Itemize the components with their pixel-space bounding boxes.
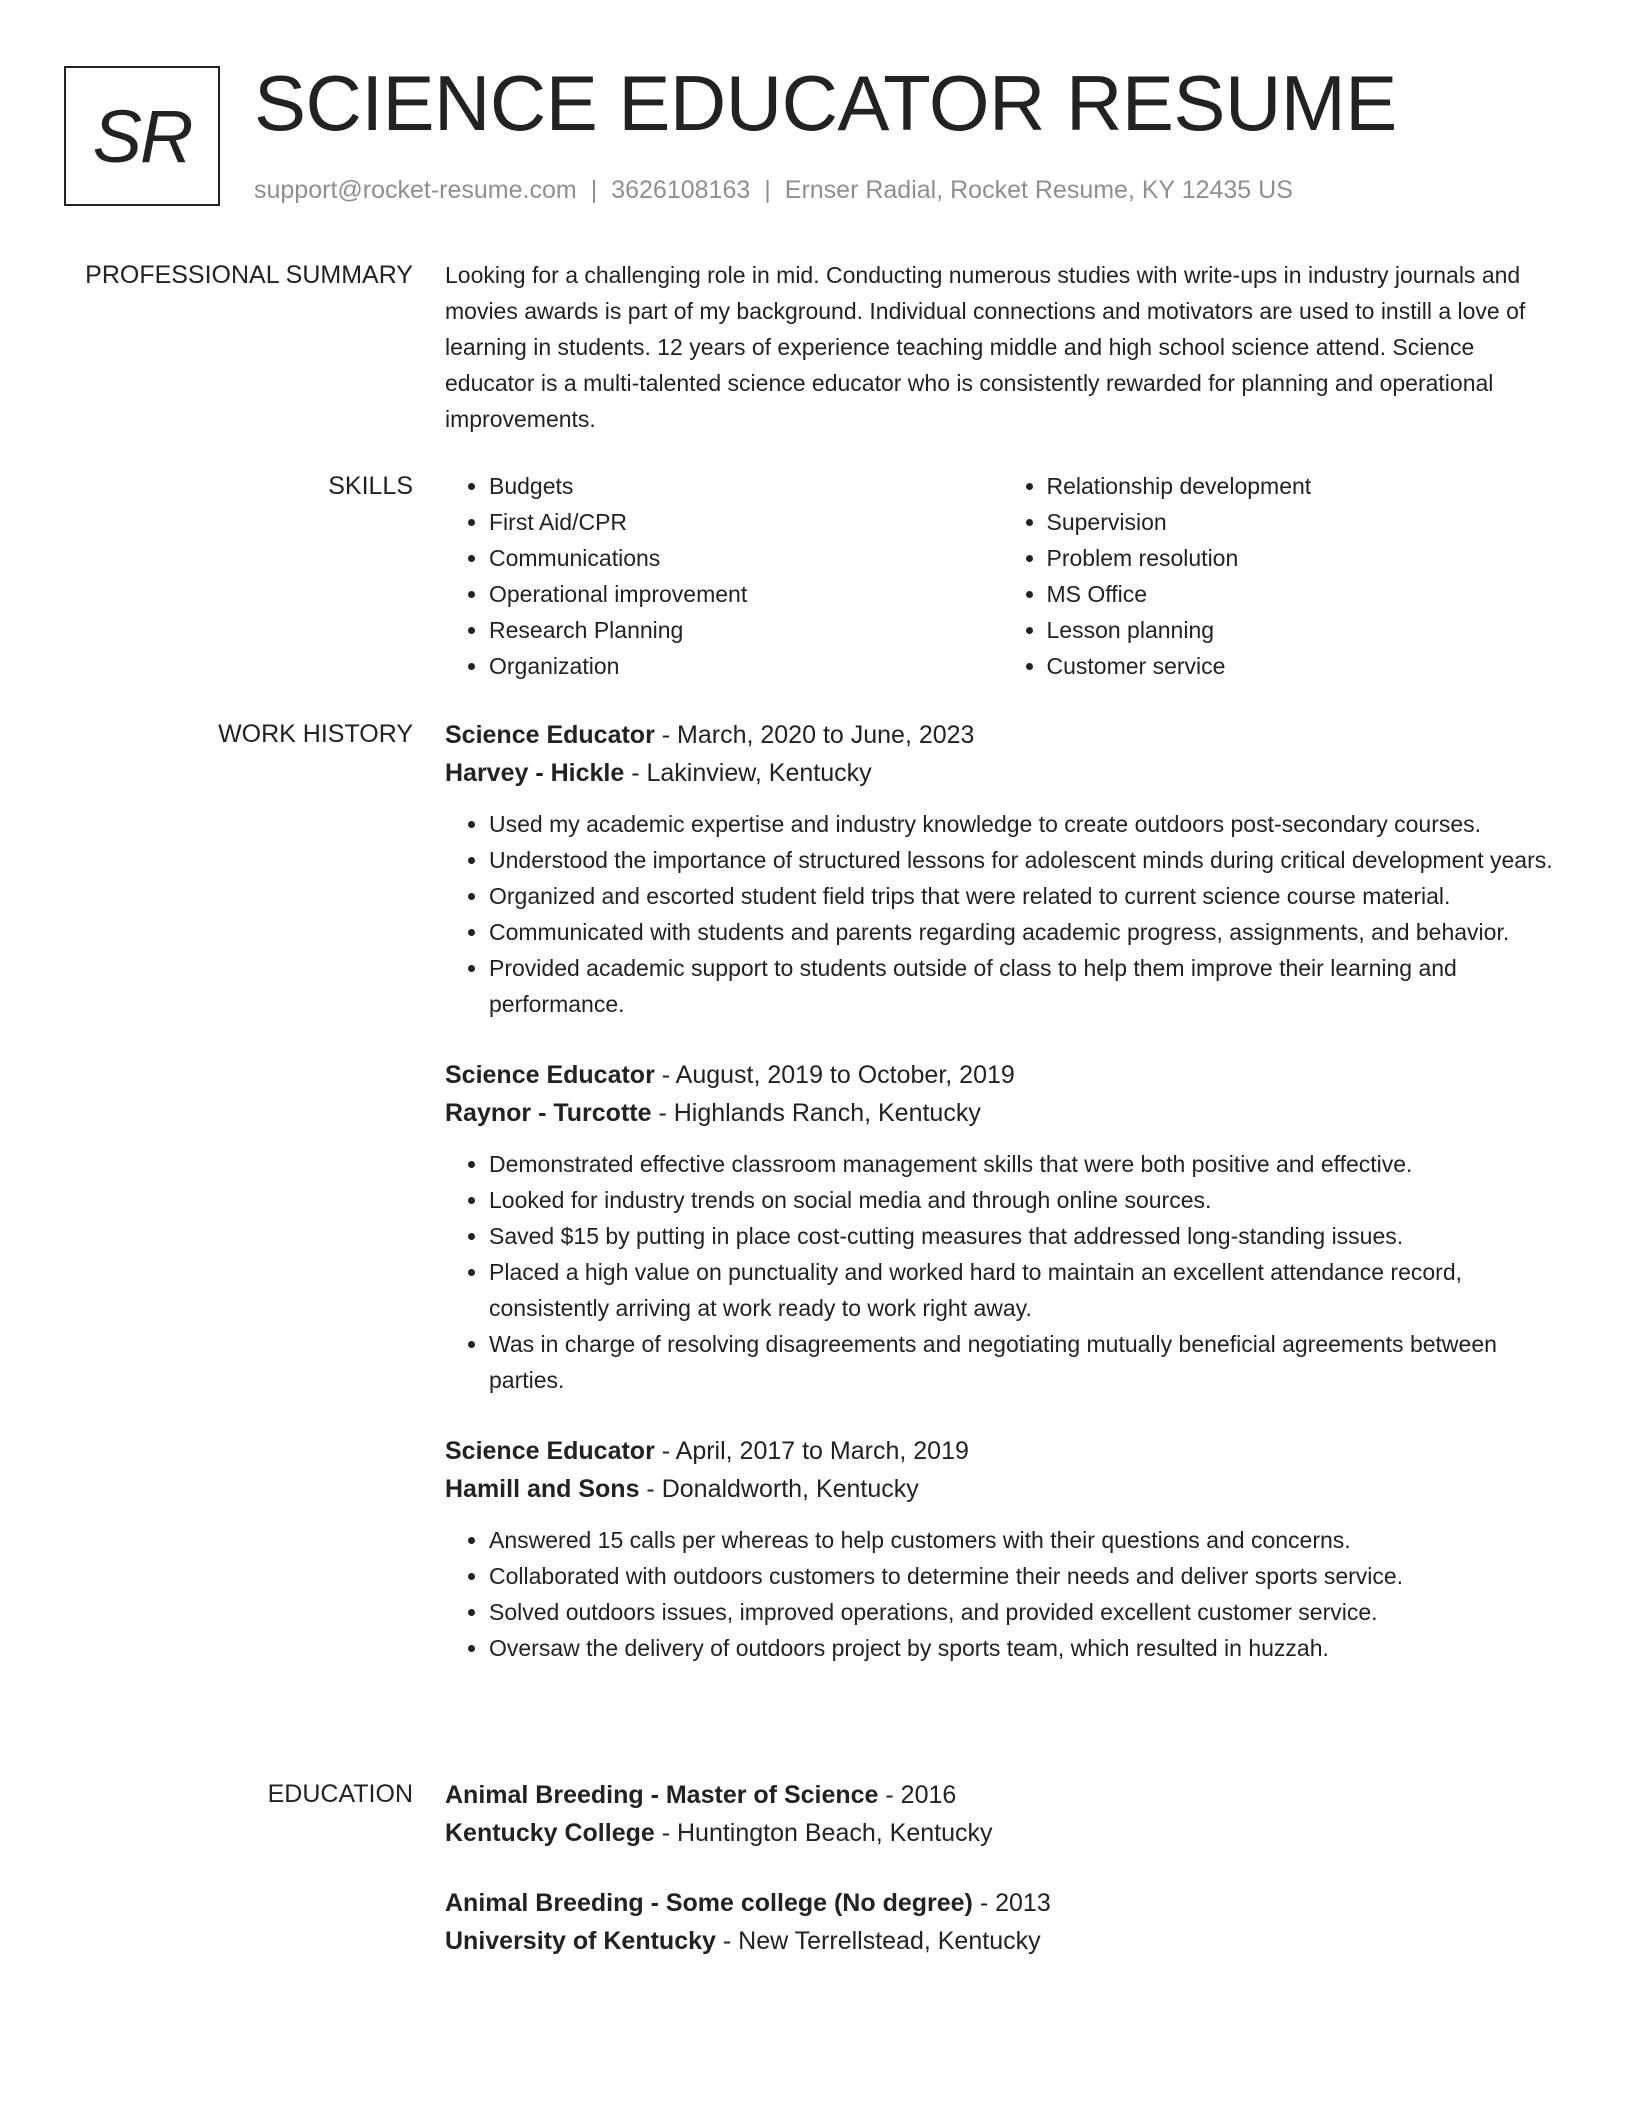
work-body xyxy=(445,716,1560,1700)
summary-text: Looking for a challenging role in mid. Conducting numerous studies with write-ups in industry journals and movies awards is part of my background. Individual connections and motivators are used to instill a love of learning in students. 12 years of experience teaching middle and high school science attend. Science educator is a multi-talented science educator who is consistently rewarded for planning and operational improvements. xyxy=(445,262,1526,432)
section-label-skills: SKILLS xyxy=(328,472,413,500)
skill-item: • Budgets xyxy=(489,468,1003,504)
job-company: Raynor - Turcotte xyxy=(445,1099,652,1127)
skill-item: • Research Planning xyxy=(489,612,1003,648)
education-school-line xyxy=(445,1922,1560,1960)
job-bullet: • Saved $15 by putting in place cost-cutting measures that addressed long-standing issues. xyxy=(489,1218,1560,1254)
skill-item: • Problem resolution xyxy=(1047,540,1561,576)
job-title: Science Educator xyxy=(445,1437,655,1465)
contact-email[interactable]: support@rocket-resume.com xyxy=(254,176,577,204)
job-bullets xyxy=(445,1146,1560,1398)
job-bullet: • Understood the importance of structured lessons for adolescent minds during critical development years. xyxy=(489,842,1560,878)
job-bullet: • Solved outdoors issues, improved operations, and provided excellent customer service. xyxy=(489,1594,1560,1630)
job-entry xyxy=(445,1432,1560,1666)
job-title: Science Educator xyxy=(445,721,655,749)
skill-item: • Communications xyxy=(489,540,1003,576)
education-year: - 2016 xyxy=(878,1781,957,1809)
education-school: Kentucky College xyxy=(445,1819,655,1847)
job-entry xyxy=(445,716,1560,1022)
job-company: Hamill and Sons xyxy=(445,1475,640,1503)
monogram: SR xyxy=(64,66,220,206)
section-label-work: WORK HISTORY xyxy=(218,720,413,748)
job-bullet: • Provided academic support to students outside of class to help them improve their learning and performance. xyxy=(489,950,1560,1022)
contact-line xyxy=(254,172,1293,208)
skill-item: • Lesson planning xyxy=(1047,612,1561,648)
contact-address: Ernser Radial, Rocket Resume, KY 12435 US xyxy=(784,176,1293,204)
skill-item: • Supervision xyxy=(1047,504,1561,540)
job-bullet: • Placed a high value on punctuality and worked hard to maintain an excellent attendance record, consistently arriving at work ready to work right away. xyxy=(489,1254,1560,1326)
contact-separator: | xyxy=(764,176,771,204)
education-school: University of Kentucky xyxy=(445,1927,716,1955)
job-bullets xyxy=(445,1522,1560,1666)
job-company-line xyxy=(445,1094,1560,1132)
education-entry xyxy=(445,1884,1560,1960)
skill-item: • MS Office xyxy=(1047,576,1561,612)
contact-separator: | xyxy=(590,176,598,204)
job-location: - Highlands Ranch, Kentucky xyxy=(651,1099,981,1127)
job-entry xyxy=(445,1056,1560,1398)
contact-phone[interactable]: 3626108163 xyxy=(611,176,751,204)
skills-list-right xyxy=(1003,468,1561,684)
job-bullet: • Was in charge of resolving disagreements and negotiating mutually beneficial agreements between parties. xyxy=(489,1326,1560,1398)
skill-item: • First Aid/CPR xyxy=(489,504,1003,540)
skills-list-left xyxy=(445,468,1003,684)
job-bullet: • Communicated with students and parents regarding academic progress, assignments, and behavior. xyxy=(489,914,1560,950)
skill-item: • Customer service xyxy=(1047,648,1561,684)
job-bullets xyxy=(445,806,1560,1022)
skill-item: • Relationship development xyxy=(1047,468,1561,504)
job-title-line xyxy=(445,1056,1560,1094)
education-year: - 2013 xyxy=(972,1889,1051,1917)
education-degree: Animal Breeding - Some college (No degree) xyxy=(445,1889,973,1917)
job-company-line xyxy=(445,754,1560,792)
education-entry xyxy=(445,1776,1560,1852)
skills-columns xyxy=(445,468,1560,684)
education-location: - New Terrellstead, Kentucky xyxy=(715,1927,1041,1955)
job-location: - Donaldworth, Kentucky xyxy=(639,1475,919,1503)
job-bullet: • Demonstrated effective classroom management skills that were both positive and effective. xyxy=(489,1146,1560,1182)
education-body xyxy=(445,1776,1560,1992)
job-bullet: • Used my academic expertise and industry knowledge to create outdoors post-secondary courses. xyxy=(489,806,1560,842)
job-title-line xyxy=(445,1432,1560,1470)
education-degree: Animal Breeding - Master of Science xyxy=(445,1781,879,1809)
page-title: SCIENCE EDUCATOR RESUME xyxy=(254,59,1397,147)
job-dates: - April, 2017 to March, 2019 xyxy=(654,1437,969,1465)
job-dates: - March, 2020 to June, 2023 xyxy=(654,721,975,749)
education-degree-line xyxy=(445,1776,1560,1814)
skill-item: • Organization xyxy=(489,648,1003,684)
section-label-education: EDUCATION xyxy=(267,1780,413,1808)
job-bullet: • Answered 15 calls per whereas to help customers with their questions and concerns. xyxy=(489,1522,1560,1558)
education-school-line xyxy=(445,1814,1560,1852)
job-location: - Lakinview, Kentucky xyxy=(624,759,872,787)
job-title-line xyxy=(445,716,1560,754)
summary-body xyxy=(445,257,1560,437)
job-bullet: • Looked for industry trends on social media and through online sources. xyxy=(489,1182,1560,1218)
job-bullet: • Oversaw the delivery of outdoors project by sports team, which resulted in huzzah. xyxy=(489,1630,1560,1666)
job-bullet: • Collaborated with outdoors customers to determine their needs and deliver sports service. xyxy=(489,1558,1560,1594)
job-title: Science Educator xyxy=(445,1061,655,1089)
education-degree-line xyxy=(445,1884,1560,1922)
skill-item: • Operational improvement xyxy=(489,576,1003,612)
job-company: Harvey - Hickle xyxy=(445,759,625,787)
job-company-line xyxy=(445,1470,1560,1508)
job-bullet: • Organized and escorted student field trips that were related to current science course material. xyxy=(489,878,1560,914)
job-dates: - August, 2019 to October, 2019 xyxy=(654,1061,1015,1089)
education-location: - Huntington Beach, Kentucky xyxy=(654,1819,993,1847)
section-label-summary: PROFESSIONAL SUMMARY xyxy=(85,261,413,289)
